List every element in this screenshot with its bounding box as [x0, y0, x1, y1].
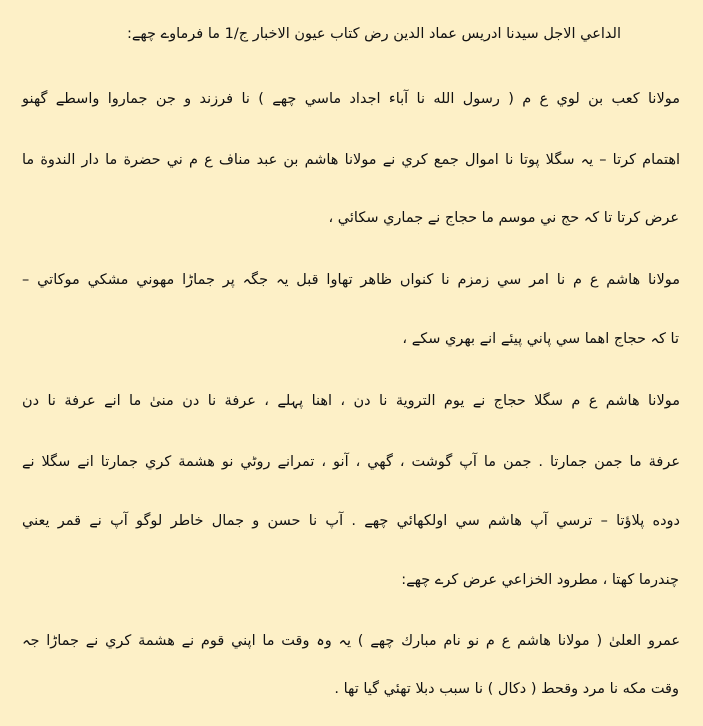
paragraph-3-line-1: مولانا هاشم ع م سگلا حجاج نے يوم التروية نا دن ، اهنا پہلے ، عرفة نا دن منیٰ ما انے عرفة نا دن [22, 393, 680, 409]
paragraph-1-line-2: اهتمام كرتا – يہ سگلا پوتا نا اموال جمع كري نے مولانا هاشم بن عبد مناف ع م ني حضرة ما دار الندوة ما [22, 152, 680, 168]
paragraph-3-line-4: چندرما كهتا ، مطرود الخزاعي عرض كرے چھے: [401, 572, 679, 588]
paragraph-4-line-1: عمرو العلیٰ ( مولانا هاشم ع م نو نام مبارك چھے ) يہ وہ وقت ما اپني قوم نے هشمة كري نے جماڑا جہ [22, 633, 680, 649]
paragraph-1-line-3: عرض كرتا تا كہ حج ني موسم ما حجاج نے جماري سكائي ، [328, 210, 679, 226]
paragraph-3-line-3: دوده پلاؤتا – ترسي آپ هاشم سي اولكھائي چھے . آپ نا حسن و جمال خاطر لوگو آپ نے قمر يعني [22, 513, 680, 529]
paragraph-1-line-1: مولانا كعب بن لوي ع م ( رسول الله نا آباء اجداد ماسي چھے ) نا فرزند و جن جماروا واسطے گھنو [22, 91, 680, 107]
paragraph-3-line-2: عرفة ما جمن جمارتا . جمن ما آپ گوشت ، گھي ، آنو ، تمرانے روٹي نو هشمة كري جمارتا انے سگلا نے [22, 454, 680, 470]
document-title-line: الداعي الاجل سيدنا ادريس عماد الدين رض كتاب عيون الاخبار ج/1 ما فرماوے چھے: [126, 26, 621, 42]
paragraph-2-line-2: تا كہ حجاج اهما سي پاني پيئے انے بھري سكے ، [402, 331, 679, 347]
paragraph-2-line-1: مولانا هاشم ع م نا امر سي زمزم نا كنواں ظاهر تھاوا قبل يہ جگہ پر جماڑا مهوني مشكي موكاتي – [22, 272, 680, 288]
paragraph-4-line-2: وقت مكه نا مرد وقحط ( دكال ) نا سبب دبلا تھئي گيا تھا . [334, 681, 679, 697]
